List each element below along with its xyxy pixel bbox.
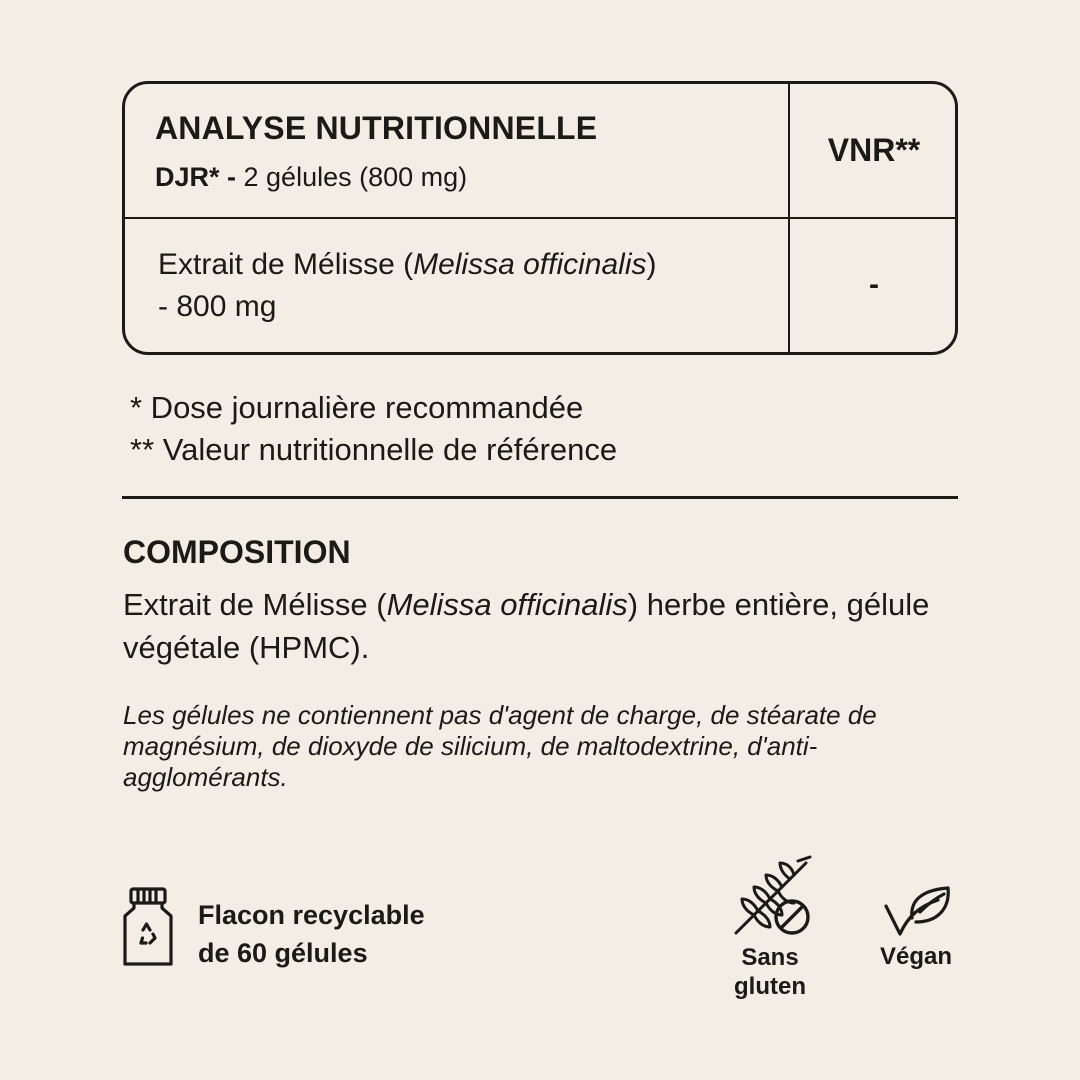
composition-suffix: ) herbe entière, gélule végétale (HPMC). — [123, 587, 930, 665]
ingredient-latin-name: Melissa officinalis — [413, 248, 647, 281]
footnote-vnr: ** Valeur nutritionnelle de référence — [130, 432, 618, 467]
section-divider — [122, 496, 958, 499]
composition-note: Les gélules ne contiennent pas d'agent de charge, de stéarate de magnésium, de dioxyde de silicium, de maltodextrine, d'anti-agglomérants. — [123, 700, 877, 792]
nutrition-table-title: ANALYSE NUTRITIONNELLE — [155, 110, 598, 146]
vegan-leaf-icon — [880, 882, 954, 940]
footnote-djr: * Dose journalière recommandée — [130, 390, 584, 425]
nutrition-table — [122, 81, 958, 355]
vnr-value: - — [869, 268, 879, 301]
flacon-line-1: Flacon recyclable — [198, 900, 425, 930]
composition-latin-name: Melissa officinalis — [386, 587, 628, 622]
flacon-badge-text — [198, 896, 425, 972]
djr-label: DJR* - — [155, 162, 237, 192]
ingredient-suffix: ) — [646, 248, 657, 281]
recyclable-bottle-icon — [120, 886, 176, 968]
djr-dose: 2 gélules (800 mg) — [236, 162, 468, 192]
gluten-free-wheat-icon — [728, 855, 816, 941]
composition-text — [123, 583, 963, 669]
gluten-label-line-1: Sans — [741, 944, 799, 971]
vegan-label: Végan — [879, 943, 953, 970]
flacon-line-2: de 60 gélules — [198, 938, 368, 968]
ingredient-cell — [158, 244, 768, 328]
vnr-column-header: VNR** — [827, 132, 921, 168]
composition-title: COMPOSITION — [123, 534, 351, 570]
ingredient-prefix: Extrait de Mélisse ( — [158, 248, 414, 281]
table-row-divider — [125, 217, 955, 219]
gluten-label-line-2: gluten — [734, 973, 806, 1000]
footnotes — [130, 387, 617, 471]
composition-prefix: Extrait de Mélisse ( — [123, 587, 387, 622]
nutrition-table-subtitle — [155, 162, 467, 193]
gluten-free-label — [710, 943, 830, 1001]
ingredient-amount: - 800 mg — [158, 290, 277, 323]
